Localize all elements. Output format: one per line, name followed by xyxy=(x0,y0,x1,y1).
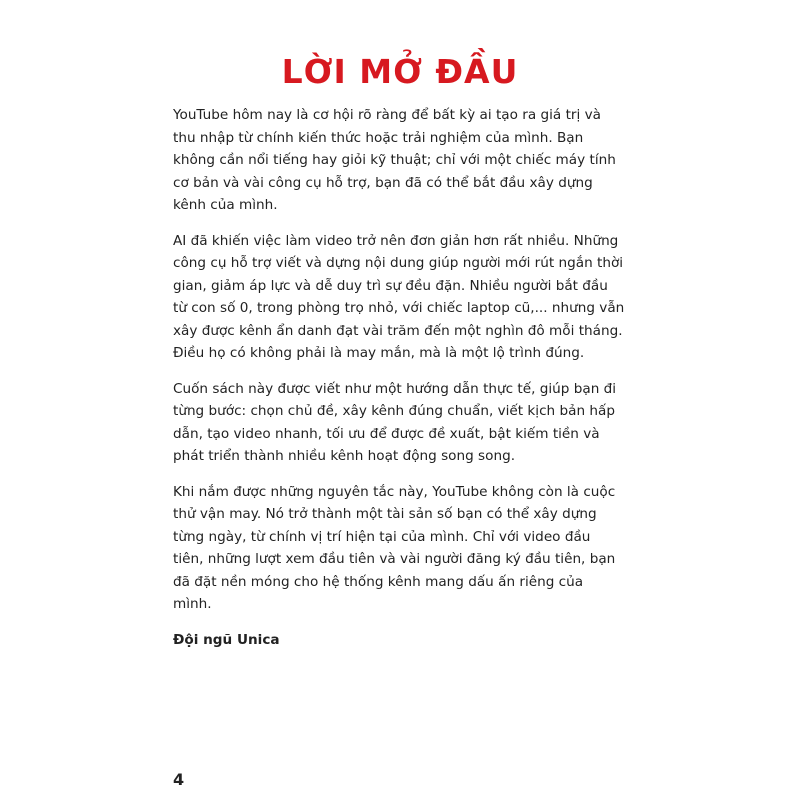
author-signature: Đội ngũ Unica xyxy=(173,631,280,648)
page-title: LỜI MỞ ĐẦU xyxy=(281,52,519,91)
page-number: 4 xyxy=(173,770,185,789)
paragraph-4: Khi nắm được những nguyên tắc này, YouTube không còn là cuộc thử vận may. Nó trở thành một tài sản số bạn có thể xây dựng từng ngày, từ chính vị trí hiện tại của mình. Chỉ với video đầu tiên, những lượt xem đầu tiên và vài người đăng ký đầu tiên, bạn đã đặt nền móng cho hệ thống kênh mang dấu ấn riêng của mình. xyxy=(173,483,616,612)
paragraph-2: AI đã khiến việc làm video trở nên đơn giản hơn rất nhiều. Những công cụ hỗ trợ viết và dựng nội dung giúp người mới rút ngắn thời gian, giảm áp lực và dễ duy trì sự đều đặn. Nhiều người bắt đầu từ con số 0, trong phòng trọ nhỏ, với chiếc laptop cũ,... nhưng vẫn xây được kênh ẩn danh đạt vài trăm đến một nghìn đô mỗi tháng. Điều họ có không phải là may mắn, mà là một lộ trình đúng. xyxy=(173,232,625,361)
paragraph-3: Cuốn sách này được viết như một hướng dẫn thực tế, giúp bạn đi từng bước: chọn chủ đề, xây kênh đúng chuẩn, viết kịch bản hấp dẫn, tạo video nhanh, tối ưu để được đề xuất, bật kiếm tiền và phát triển thành nhiều kênh hoạt động song song. xyxy=(173,380,617,464)
paragraph-1: YouTube hôm nay là cơ hội rõ ràng để bất kỳ ai tạo ra giá trị và thu nhập từ chính kiến thức hoặc trải nghiệm của mình. Bạn không cần nổi tiếng hay giỏi kỹ thuật; chỉ với một chiếc máy tính cơ bản và vài công cụ hỗ trợ, bạn đã có thể bắt đầu xây dựng kênh của mình. xyxy=(173,107,616,213)
preface-body xyxy=(173,104,625,664)
